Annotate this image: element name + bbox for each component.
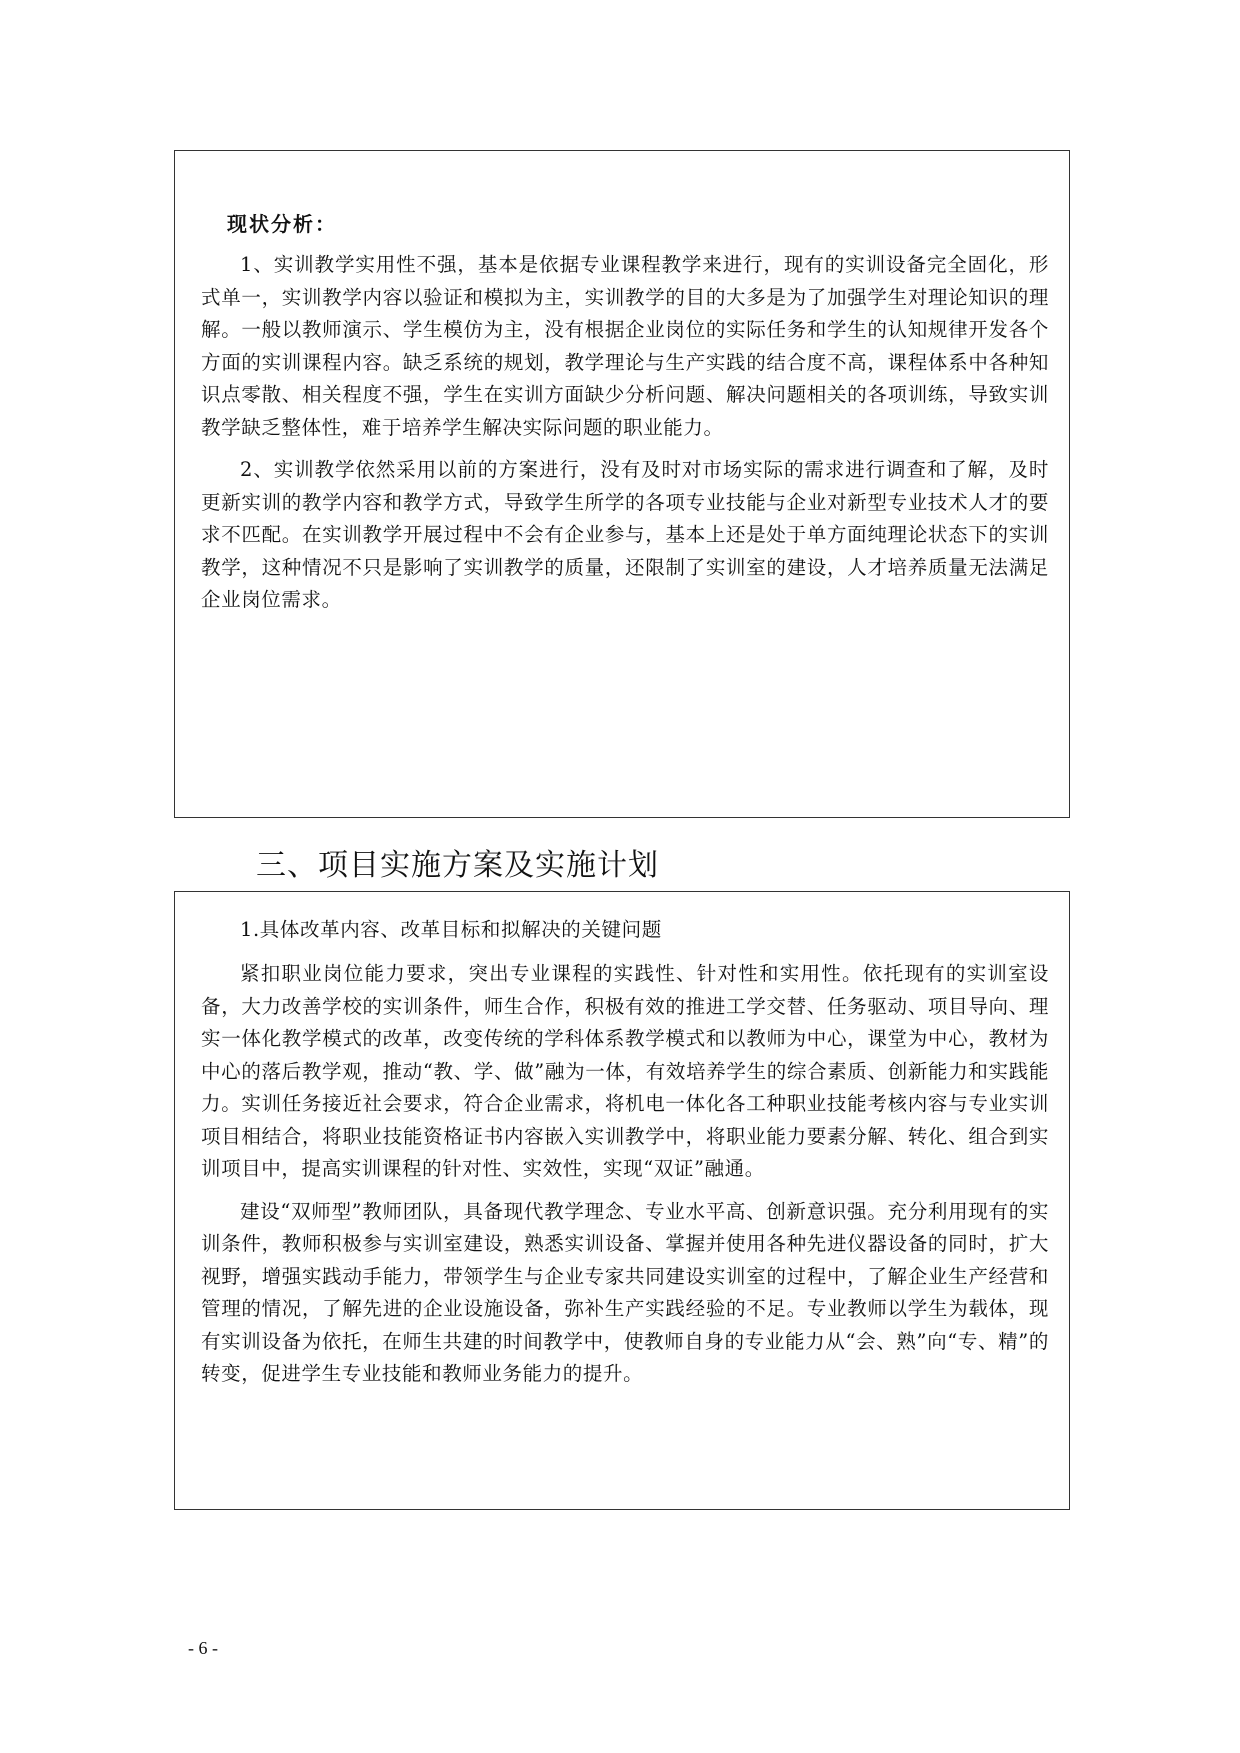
status-analysis-box bbox=[174, 150, 1070, 818]
status-paragraph-2: 2、实训教学依然采用以前的方案进行，没有及时对市场实际的需求进行调查和了解，及时更新实训的教学内容和教学方式，导致学生所学的各项专业技能与企业对新型专业技术人才的要求不匹配。在实训教学开展过程中不会有企业参与，基本上还是处于单方面纯理论状态下的实训教学，这种情况不只是影响了实训教学的质量，还限制了实训室的建设，人才培养质量无法满足企业岗位需求。 bbox=[201, 458, 1049, 611]
implementation-plan-content bbox=[201, 914, 1049, 1401]
page-number: - 6 - bbox=[188, 1638, 218, 1658]
status-analysis-content bbox=[201, 209, 1049, 627]
plan-paragraph-1: 紧扣职业岗位能力要求，突出专业课程的实践性、针对性和实用性。依托现有的实训室设备，大力改善学校的实训条件，师生合作，积极有效的推进工学交替、任务驱动、项目导向、理实一体化教学模式的改革，改变传统的学科体系教学模式和以教师为中心，课堂为中心，教材为中心的落后教学观，推动“教、学、做”融为一体，有效培养学生的综合素质、创新能力和实践能力。实训任务接近社会要求，符合企业需求，将机电一体化各工种职业技能考核内容与专业实训项目相结合，将职业技能资格证书内容嵌入实训教学中，将职业能力要素分解、转化、组合到实训项目中，提高实训课程的针对性、实效性，实现“双证”融通。 bbox=[201, 962, 1049, 1180]
status-analysis-heading: 现状分析： bbox=[227, 212, 337, 236]
plan-paragraph-2: 建设“双师型”教师团队，具备现代教学理念、专业水平高、创新意识强。充分利用现有的实训条件，教师积极参与实训室建设，熟悉实训设备、掌握并使用各种先进仪器设备的同时，扩大视野，增强实践动手能力，带领学生与企业专家共同建设实训室的过程中，了解企业生产经营和管理的情况，了解先进的企业设施设备，弥补生产实践经验的不足。专业教师以学生为载体，现有实训设备为依托，在师生共建的时间教学中，使教师自身的专业能力从“会、熟”向“专、精”的转变，促进学生专业技能和教师业务能力的提升。 bbox=[201, 1199, 1049, 1385]
plan-subheading: 1.具体改革内容、改革目标和拟解决的关键问题 bbox=[240, 918, 662, 941]
implementation-plan-box bbox=[174, 891, 1070, 1510]
section-title: 三、项目实施方案及实施计划 bbox=[256, 848, 659, 883]
status-paragraph-1: 1、实训教学实用性不强，基本是依据专业课程教学来进行，现有的实训设备完全固化，形式单一，实训教学内容以验证和模拟为主，实训教学的目的大多是为了加强学生对理论知识的理解。一般以教师演示、学生模仿为主，没有根据企业岗位的实际任务和学生的认知规律开发各个方面的实训课程内容。缺乏系统的规划，教学理论与生产实践的结合度不高，课程体系中各种知识点零散、相关程度不强，学生在实训方面缺少分析问题、解决问题相关的各项训练，导致实训教学缺乏整体性，难于培养学生解决实际问题的职业能力。 bbox=[201, 253, 1049, 439]
